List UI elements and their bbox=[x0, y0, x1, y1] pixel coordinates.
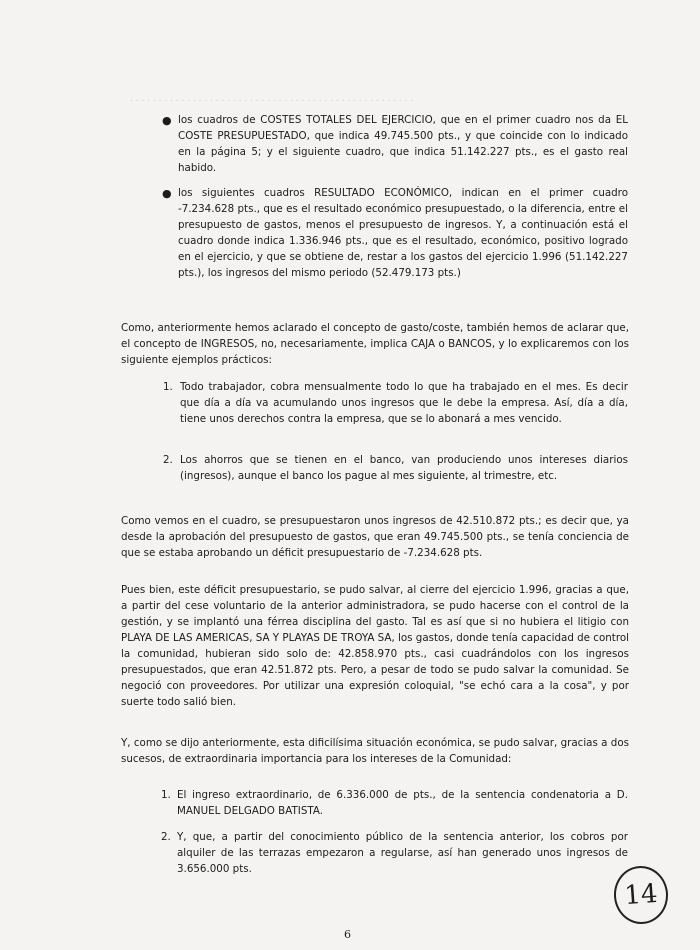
suceso-1-text: El ingreso extraordinario, de 6.336.000 de pts., de la sentencia condenatoria a D. MANUEL DELGADO BATISTA. bbox=[177, 789, 628, 817]
suceso-2-text: Y, que, a partir del conocimiento público de la sentencia anterior, los cobros por alquiler de las terrazas empezaron a regularse, así han generado unos ingresos de 3.656.000 pts. bbox=[177, 831, 628, 875]
bullet-1-marker: ● bbox=[162, 114, 172, 127]
example-2-text: Los ahorros que se tienen en el banco, van produciendo unos intereses diarios (ingresos), aunque el banco los pague al mes siguiente, al trimestre, etc. bbox=[180, 454, 628, 482]
bullet-2-text: los siguientes cuadros RESULTADO ECONÓMICO, indican en el primer cuadro -7.234.628 pts., que es el resultado económico presupuestado, o la diferencia, entre el presupuesto de gastos, menos el presupuesto de ingresos. Y, a continuación está el cuadro donde indica 1.336.946 pts., que es el resultado, económico, positivo logrado en el ejercicio, y que se obtiene de, restar a los gastos del ejercicio 1.996 (51.142.227 pts.), los ingresos del mismo periodo (52.479.173 pts.) bbox=[178, 187, 628, 279]
handwritten-page-mark: 14 bbox=[612, 864, 670, 926]
paragraph-deficit: Pues bien, este déficit presupuestario, se pudo salvar, al cierre del ejercicio 1.996, gracias a que, a partir del cese voluntario de la anterior administradora, se pudo hacerse con el control de la gestión, y se implantó una férrea disciplina del gasto. Tal es así que si no hubiera el litigio con PLAYA DE LAS AMERICAS, SA Y PLAYAS DE TROYA SA, los gastos, donde tenía capacidad de control la comunidad, hubieran sido solo de: 42.858.970 pts., casi cuadrándolos con los ingresos presupuestados, que eran 42.51.872 pts. Pero, a pesar de todo se pudo salvar la comunidad. Se negoció con proveedores. Por utilizar una expresión coloquial, "se echó cara a la cosa", y por suerte todo salió bien. bbox=[121, 584, 629, 708]
bullet-1-text: los cuadros de COSTES TOTALES DEL EJERCICIO, que en el primer cuadro nos da EL COSTE PRESUPUESTADO, que indica 49.745.500 pts., y que coincide con lo indicado en la página 5; y el siguiente cuadro, que indica 51.142.227 pts., es el gasto real habido. bbox=[178, 114, 628, 174]
bleed-through-text: . . . . . . . . . . . . . . . . . . . . . . . . . . . . . . . . . . . . . . . . . . . . . . . . . . bbox=[130, 94, 414, 104]
page-number: 6 bbox=[344, 928, 351, 941]
example-1-text: Todo trabajador, cobra mensualmente todo lo que ha trabajado en el mes. Es decir que día a día va acumulando unos ingresos que le debe la empresa. Así, día a día, tiene unos derechos contra la empresa, que se lo abonará a mes vencido. bbox=[180, 381, 628, 425]
paragraph-sucesos: Y, como se dijo anteriormente, esta dificilísima situación económica, se pudo salvar, gracias a dos sucesos, de extraordinaria importancia para los intereses de la Comunidad: bbox=[121, 737, 629, 765]
suceso-2-number: 2. bbox=[161, 831, 171, 843]
example-1-number: 1. bbox=[163, 381, 173, 393]
example-2-number: 2. bbox=[163, 454, 173, 466]
bullet-2-marker: ● bbox=[162, 187, 172, 200]
paragraph-ingresos: Como, anteriormente hemos aclarado el concepto de gasto/coste, también hemos de aclarar que, el concepto de INGRESOS, no, necesariamente, implica CAJA o BANCOS, y lo explicaremos con los siguiente ejemplos prácticos: bbox=[121, 322, 629, 366]
paragraph-cuadro: Como vemos en el cuadro, se presupuestaron unos ingresos de 42.510.872 pts.; es decir que, ya desde la aprobación del presupuesto de gastos, que eran 49.745.500 pts., se tenía conciencia de que se estaba aprobando un déficit presupuestario de -7.234.628 pts. bbox=[121, 515, 629, 559]
suceso-1-number: 1. bbox=[161, 789, 171, 801]
